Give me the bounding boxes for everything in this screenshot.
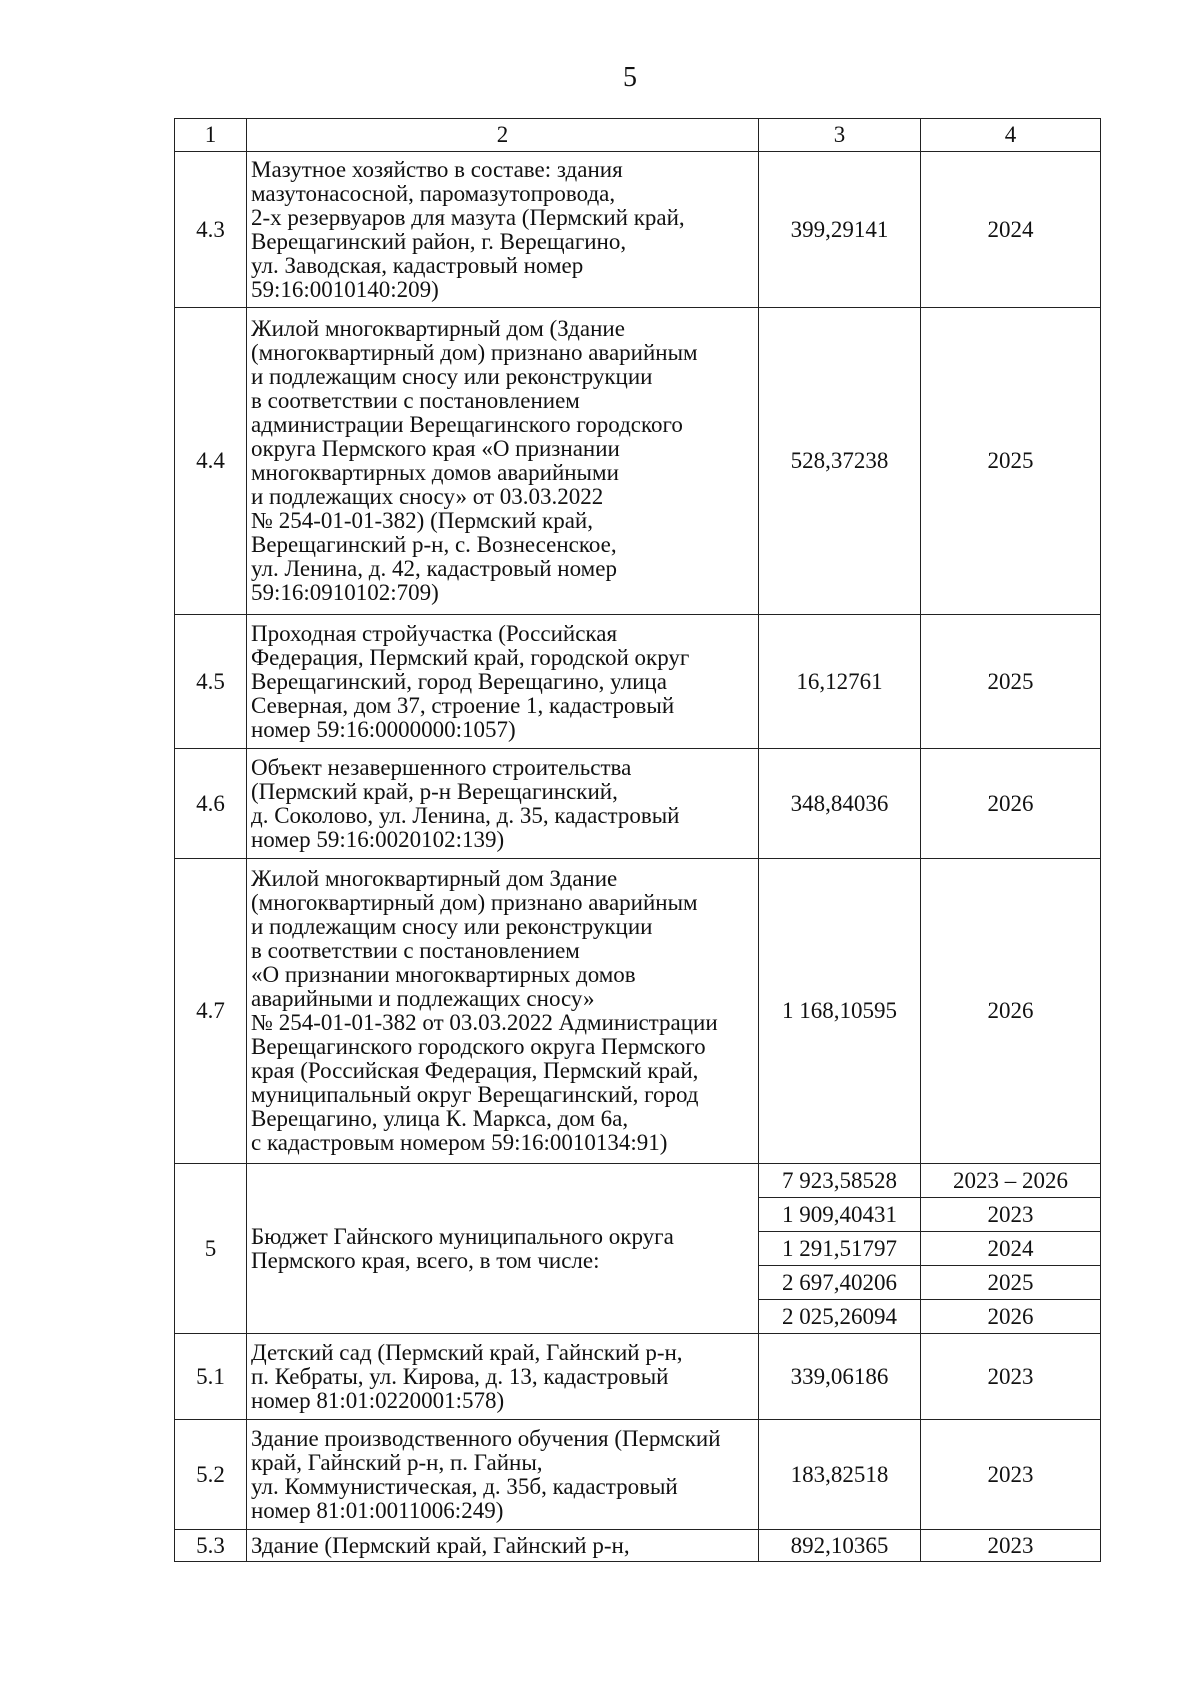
table-row-4-5	[175, 615, 1101, 749]
row-amount: 1 909,40431	[759, 1198, 921, 1232]
row-number: 5.3	[175, 1530, 247, 1562]
row-number: 4.6	[175, 749, 247, 859]
row-description: Детский сад (Пермский край, Гайнский р-н, п. Кебраты, ул. Кирова, д. 13, кадастровый номер 81:01:0220001:578)	[247, 1334, 759, 1420]
row-year: 2026	[921, 749, 1101, 859]
row-amount: 892,10365	[759, 1530, 921, 1562]
row-year: 2023	[921, 1420, 1101, 1530]
row-number: 4.7	[175, 859, 247, 1164]
row-year: 2025	[921, 1266, 1101, 1300]
row-amount: 16,12761	[759, 615, 921, 749]
row-amount: 399,29141	[759, 152, 921, 308]
row-number: 4.4	[175, 308, 247, 615]
page-number: 5	[623, 62, 637, 93]
row-description: Бюджет Гайнского муниципального округа Пермского края, всего, в том числе:	[247, 1164, 759, 1334]
row-year: 2026	[921, 1300, 1101, 1334]
row-year: 2024	[921, 152, 1101, 308]
row-description: Мазутное хозяйство в составе: здания мазутонасосной, паромазутопровода, 2-х резервуаров для мазута (Пермский край, Верещагинский район, г. Верещагино, ул. Заводская, кадастровый номер 59:16:0010140:209)	[247, 152, 759, 308]
row-amount: 7 923,58528	[759, 1164, 921, 1198]
table-row-5-2	[175, 1420, 1101, 1530]
row-number: 4.5	[175, 615, 247, 749]
table-row-4-6	[175, 749, 1101, 859]
row-description: Проходная стройучастка (Российская Федерация, Пермский край, городской округ Верещагинский, город Верещагино, улица Северная, дом 37, строение 1, кадастровый номер 59:16:0000000:1057)	[247, 615, 759, 749]
row-amount: 348,84036	[759, 749, 921, 859]
row-year: 2023	[921, 1530, 1101, 1562]
row-amount: 183,82518	[759, 1420, 921, 1530]
row-description: Жилой многоквартирный дом Здание (многоквартирный дом) признано аварийным и подлежащим сносу или реконструкции в соответствии с постановлением «О признании многоквартирных домов аварийными и подлежащих сносу» № 254-01-01-382 от 03.03.2022 Администрации Верещагинского городского округа Пермского края (Российская Федерация, Пермский край, муниципальный округ Верещагинский, город Верещагино, улица К. Маркса, дом 6а, с кадастровым номером 59:16:0010134:91)	[247, 859, 759, 1164]
row-number: 4.3	[175, 152, 247, 308]
row-year: 2023 – 2026	[921, 1164, 1101, 1198]
column-header-2: 2	[247, 119, 759, 152]
row-amount: 1 168,10595	[759, 859, 921, 1164]
row-description: Здание производственного обучения (Пермский край, Гайнский р-н, п. Гайны, ул. Коммунистическая, д. 35б, кадастровый номер 81:01:0011006:249)	[247, 1420, 759, 1530]
table-row-5-1	[175, 1334, 1101, 1420]
appropriations-table	[174, 118, 1101, 1562]
row-amount: 1 291,51797	[759, 1232, 921, 1266]
column-header-3: 3	[759, 119, 921, 152]
row-number: 5	[175, 1164, 247, 1334]
row-amount: 339,06186	[759, 1334, 921, 1420]
table-header-row	[175, 119, 1101, 152]
column-header-1: 1	[175, 119, 247, 152]
table-row-5-3	[175, 1530, 1101, 1562]
column-header-4: 4	[921, 119, 1101, 152]
table-row-4-4	[175, 308, 1101, 615]
row-amount: 2 025,26094	[759, 1300, 921, 1334]
row-year: 2023	[921, 1334, 1101, 1420]
row-amount: 2 697,40206	[759, 1266, 921, 1300]
row-year: 2023	[921, 1198, 1101, 1232]
row-number: 5.1	[175, 1334, 247, 1420]
table-row-4-7	[175, 859, 1101, 1164]
row-year: 2025	[921, 615, 1101, 749]
row-year: 2024	[921, 1232, 1101, 1266]
row-description: Здание (Пермский край, Гайнский р-н,	[247, 1530, 759, 1562]
table-row-4-3	[175, 152, 1101, 308]
row-amount: 528,37238	[759, 308, 921, 615]
row-year: 2025	[921, 308, 1101, 615]
row-description: Объект незавершенного строительства (Пермский край, р-н Верещагинский, д. Соколово, ул. Ленина, д. 35, кадастровый номер 59:16:0020102:139)	[247, 749, 759, 859]
row-number: 5.2	[175, 1420, 247, 1530]
row-description: Жилой многоквартирный дом (Здание (многоквартирный дом) признано аварийным и подлежащим сносу или реконструкции в соответствии с постановлением администрации Верещагинского городского округа Пермского края «О признании многоквартирных домов аварийными и подлежащих сносу» от 03.03.2022 № 254-01-01-382) (Пермский край, Верещагинский р-н, с. Вознесенское, ул. Ленина, д. 42, кадастровый номер 59:16:0910102:709)	[247, 308, 759, 615]
row-year: 2026	[921, 859, 1101, 1164]
table-row-5-total	[175, 1164, 1101, 1198]
